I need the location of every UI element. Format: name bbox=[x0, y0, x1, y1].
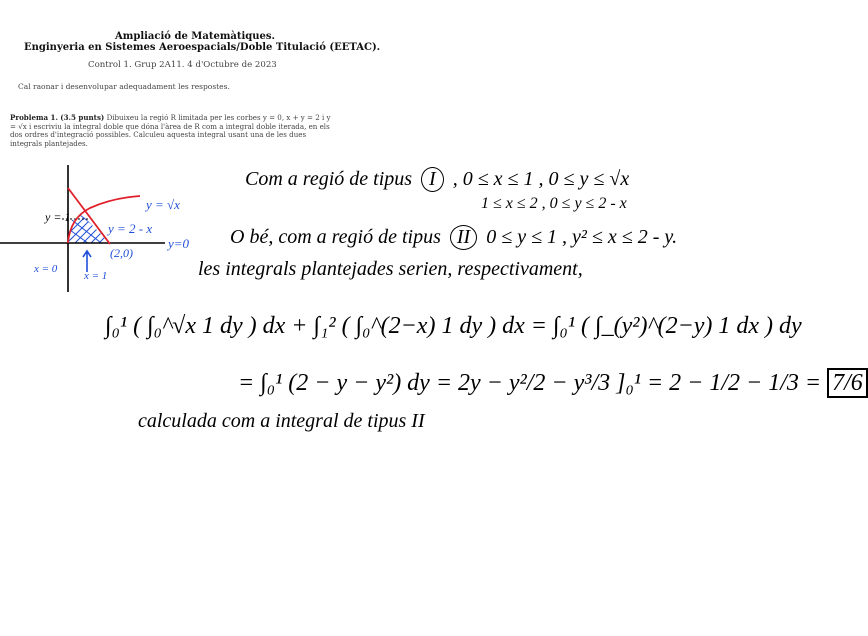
label-sqrt: y = √x bbox=[146, 197, 180, 212]
label-point: (2,0) bbox=[110, 246, 133, 260]
label-x-eq-1: x = 1 bbox=[84, 270, 108, 282]
arrow-icon bbox=[83, 251, 91, 272]
problem-statement bbox=[10, 114, 335, 148]
problem-text: Dibuixeu la regió R limitada per les corbes y = 0, x + y = 2 i y = √x i escriviu la integral doble que dóna l'àrea de R com a integral doble iterada, en els dos ordres d'integració possibles. Calculeu aquesta integral usant una de les dues integrals plantejades. bbox=[10, 113, 331, 148]
label-x-axis: y=0 bbox=[168, 236, 190, 251]
equation-2 bbox=[238, 370, 868, 397]
type-I-bounds-2: 1 ≤ x ≤ 2 , 0 ≤ y ≤ 2 - x bbox=[481, 195, 627, 212]
type-I-line bbox=[245, 167, 629, 192]
type-I-circle: I bbox=[421, 167, 444, 192]
type-II-line bbox=[230, 225, 677, 250]
label-y-eq-1: y = 1 bbox=[45, 210, 71, 224]
label-line: y = 2 - x bbox=[108, 221, 153, 236]
region-sketch bbox=[0, 160, 220, 300]
result-box: 7/6 bbox=[827, 368, 868, 398]
equation-1: ∫₀¹ ( ∫₀^√x 1 dy ) dx + ∫₁² ( ∫₀^(2−x) 1 dy ) dx = ∫₀¹ ( ∫_(y²)^(2−y) 1 dx ) dy bbox=[105, 313, 802, 339]
title-line-2: Enginyeria en Sistemes Aeroespacials/Doble Titulació (EETAC). bbox=[24, 42, 381, 53]
final-note: calculada com a integral de tipus II bbox=[138, 410, 425, 432]
integrals-intro: les integrals plantejades serien, respectivament, bbox=[198, 258, 583, 280]
problem-label: Problema 1. bbox=[10, 113, 58, 122]
type-I-bounds-1: , 0 ≤ x ≤ 1 , 0 ≤ y ≤ √x bbox=[452, 168, 630, 190]
type-II-intro: O bé, com a regió de tipus bbox=[230, 226, 441, 248]
instructions: Cal raonar i desenvolupar adequadament les respostes. bbox=[18, 82, 230, 91]
type-II-bounds: 0 ≤ y ≤ 1 , y² ≤ x ≤ 2 - y. bbox=[486, 226, 678, 248]
equation-2-body: = ∫₀¹ (2 − y − y²) dy = 2y − y²/2 − y³/3 ]₀¹ = 2 − 1/2 − 1/3 = bbox=[238, 370, 822, 396]
exam-info: Control 1. Grup 2A11. 4 d'Octubre de 2023 bbox=[88, 60, 277, 70]
type-I-intro: Com a regió de tipus bbox=[245, 168, 413, 190]
title-line-1: Ampliació de Matemàtiques. bbox=[115, 31, 276, 42]
label-x-eq-0: x = 0 bbox=[34, 263, 58, 275]
problem-points: (3.5 punts) bbox=[60, 113, 105, 122]
type-II-circle: II bbox=[450, 225, 477, 250]
